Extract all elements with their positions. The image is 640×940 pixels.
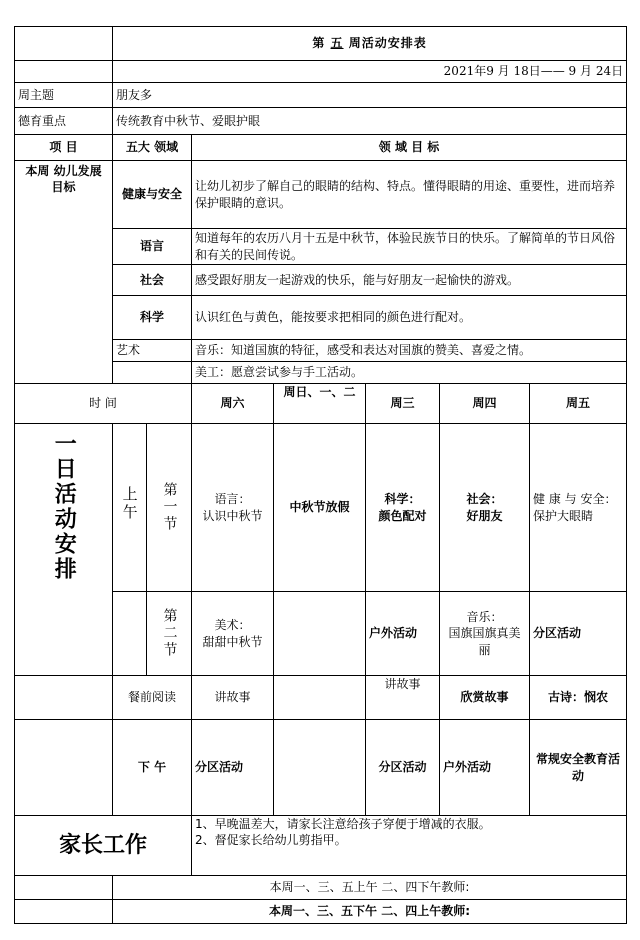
day-header-wed: 周三 — [366, 384, 440, 424]
parent-work-label: 家长工作 — [58, 832, 147, 858]
goal-art-music: 音乐：知道国旗的特征，感受和表达对国旗的赞美、喜爱之情。 — [192, 340, 627, 362]
cell-thu-second: 音乐： 国旗国旗真美丽 — [440, 592, 530, 676]
teacher-row-1-blank — [15, 876, 113, 900]
parent-work-row — [15, 816, 627, 876]
cell-sat-first: 语言： 认识中秋节 — [192, 424, 274, 592]
domain-health: 健康与安全 — [113, 161, 192, 229]
afternoon-left-blank — [15, 720, 113, 816]
schedule-sheet — [14, 26, 627, 924]
goal-language: 知道每年的农历八月十五是中秋节，体验民族节日的快乐。了解简单的节日风俗和有关的民间传说。 — [192, 229, 627, 265]
cell-thu-first: 社会： 好朋友 — [440, 424, 530, 592]
item-header: 项 目 — [15, 135, 113, 161]
date-range: 2021年9 月 18日—— 9 月 24日 — [113, 61, 627, 83]
first-period-label-cell — [147, 424, 192, 592]
goals-row-label: 本周 幼儿发展 目标 — [15, 161, 113, 384]
teacher-row-2-blank — [15, 900, 113, 924]
second-period-morning-blank — [113, 592, 147, 676]
cell-sat-afternoon: 分区活动 — [192, 720, 274, 816]
cell-thu-afternoon: 户外活动 — [440, 720, 530, 816]
cell-sun-afternoon — [274, 720, 366, 816]
teacher-line-1: 本周一、三、五上午 二、四下午教师: — [113, 876, 627, 900]
week-theme-row — [15, 83, 627, 108]
day-header-thu: 周四 — [440, 384, 530, 424]
morning-label: 上午 — [120, 486, 139, 522]
week-theme-label: 周主题 — [15, 83, 113, 108]
cell-fri-afternoon: 常规安全教育活动 — [530, 720, 627, 816]
goal-health: 让幼儿初步了解自己的眼睛的结构、特点。懂得眼睛的用途、重要性，进而培养保护眼睛的意识。 — [192, 161, 627, 229]
goal-header: 领 域 目 标 — [192, 135, 627, 161]
cell-sat-second: 美术： 甜甜中秋节 — [192, 592, 274, 676]
cell-sun-pre-meal — [274, 676, 366, 720]
schedule-header-row — [15, 384, 627, 424]
parent-work-line-1: 1、早晚温差大，请家长注意给孩子穿便于增减的衣服。 — [195, 817, 491, 831]
afternoon-row — [15, 720, 627, 816]
goal-science: 认识红色与黄色，能按要求把相同的颜色进行配对。 — [192, 296, 627, 340]
parent-work-label-cell — [15, 816, 192, 876]
goal-row-health — [15, 161, 627, 229]
morning-label-cell — [113, 424, 147, 592]
daily-label-cell — [15, 424, 113, 676]
cell-wed-second: 户外活动 — [366, 592, 440, 676]
pre-meal-left-blank — [15, 676, 113, 720]
moral-focus-row — [15, 108, 627, 135]
first-period-label: 第一节 — [161, 482, 178, 533]
cell-sun-first: 中秋节放假 — [274, 424, 366, 592]
teacher-line-2: 本周一、三、五下午 二、四上午教师: — [113, 900, 627, 924]
cell-wed-first: 科学： 颜色配对 — [366, 424, 440, 592]
domain-science: 科学 — [113, 296, 192, 340]
pre-meal-row — [15, 676, 627, 720]
afternoon-label: 下 午 — [113, 720, 192, 816]
cell-fri-second: 分区活动 — [530, 592, 627, 676]
domain-craft-blank — [113, 362, 192, 384]
teacher-row-2 — [15, 900, 627, 924]
cell-sat-pre-meal: 讲故事 — [192, 676, 274, 720]
pre-meal-label: 餐前阅读 — [113, 676, 192, 720]
day-header-fri: 周五 — [530, 384, 627, 424]
moral-focus-value: 传统教育中秋节、爱眼护眼 — [113, 108, 627, 135]
second-period-label-cell — [147, 592, 192, 676]
cell-wed-pre-meal: 讲故事 — [366, 676, 440, 720]
time-header: 时 间 — [15, 384, 192, 424]
cell-thu-pre-meal: 欣赏故事 — [440, 676, 530, 720]
moral-focus-label: 德育重点 — [15, 108, 113, 135]
title-row — [15, 27, 627, 61]
cell-sun-second — [274, 592, 366, 676]
date-left-blank — [15, 61, 113, 83]
parent-work-notes — [192, 816, 627, 876]
cell-fri-pre-meal: 古诗：悯农 — [530, 676, 627, 720]
page-title: 第 五 周活动安排表 — [113, 27, 627, 61]
goal-social: 感受跟好朋友一起游戏的快乐，能与好朋友一起愉快的游戏。 — [192, 265, 627, 296]
cell-fri-first: 健 康 与 安全： 保护大眼睛 — [530, 424, 627, 592]
domain-art: 艺术 — [113, 340, 192, 362]
week-number: 五 — [330, 36, 344, 51]
goals-header-row — [15, 135, 627, 161]
first-period-row — [15, 424, 627, 592]
parent-work-line-2: 2、督促家长给幼儿剪指甲。 — [195, 833, 347, 848]
goal-art-craft: 美工：愿意尝试参与手工活动。 — [192, 362, 627, 384]
week-theme-value: 朋友多 — [113, 83, 627, 108]
teacher-row-1 — [15, 876, 627, 900]
domains-header: 五大 领域 — [113, 135, 192, 161]
day-header-sun-mon-tue: 周日、一、二 — [274, 384, 366, 424]
date-row — [15, 61, 627, 83]
domain-social: 社会 — [113, 265, 192, 296]
second-period-label: 第二节 — [161, 608, 178, 659]
cell-wed-afternoon: 分区活动 — [366, 720, 440, 816]
title-left-blank — [15, 27, 113, 61]
domain-language: 语言 — [113, 229, 192, 265]
daily-label: 一日活动安排 — [51, 432, 77, 582]
day-header-sat: 周六 — [192, 384, 274, 424]
